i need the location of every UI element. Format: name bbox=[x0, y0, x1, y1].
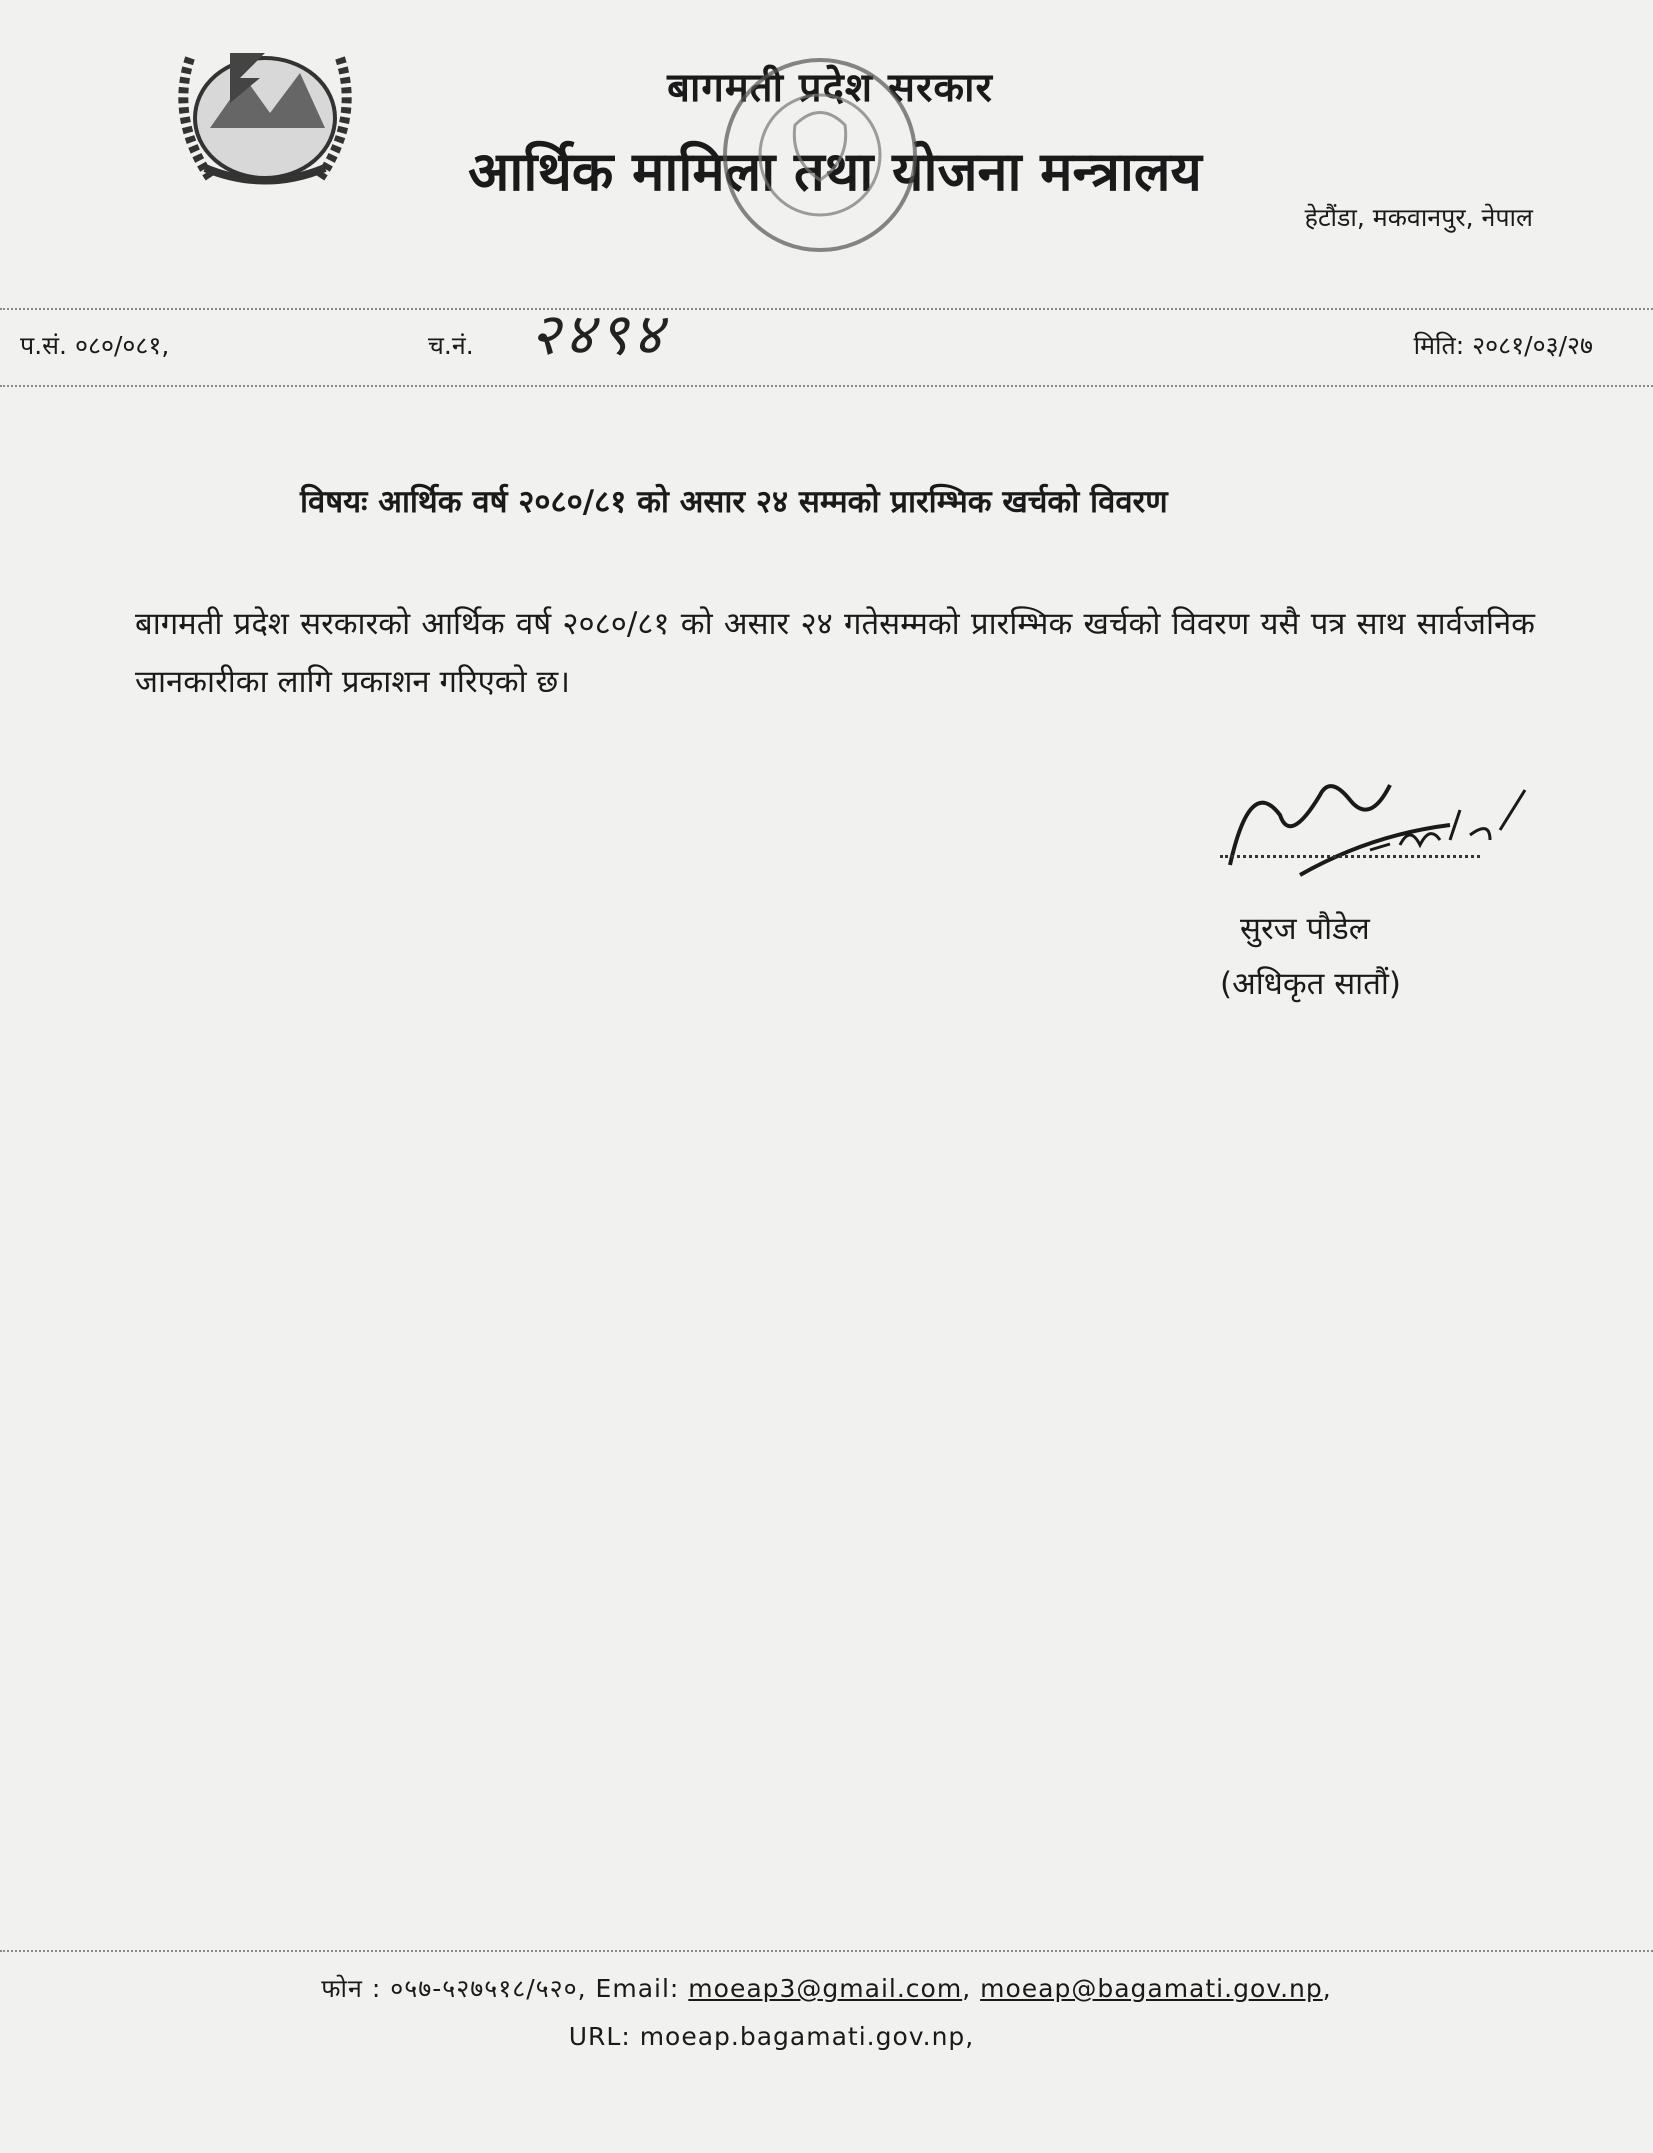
footer-contact bbox=[0, 1965, 1653, 2061]
fiscal-year-reference: प.सं. ०८०/०८१, bbox=[20, 331, 170, 360]
dispatch-number-handwritten: २४९४ bbox=[530, 300, 667, 368]
office-address: हेटौंडा, मकवानपुर, नेपाल bbox=[1304, 203, 1533, 232]
dispatch-number-label: च.नं. bbox=[428, 331, 474, 360]
letter-body: बागमती प्रदेश सरकारको आर्थिक वर्ष २०८०/८१ को असार २४ गतेसम्मको प्रारम्भिक खर्चको विवरण यसै पत्र साथ सार्वजनिक जानकारीका लागि प्रकाशन गरिएको छ। bbox=[135, 606, 1535, 700]
footer-divider bbox=[0, 1950, 1653, 1952]
letter-date: मिति: २०८१/०३/२७ bbox=[1413, 331, 1593, 360]
footer-separator: , bbox=[962, 1974, 972, 2003]
nepal-emblem-icon bbox=[150, 18, 380, 208]
footer-end: , bbox=[1322, 1974, 1332, 2003]
government-name: बागमती प्रदेश सरकार bbox=[667, 64, 993, 111]
reference-divider bbox=[0, 385, 1653, 387]
signature-line bbox=[1220, 855, 1480, 858]
footer-url[interactable]: URL: moeap.bagamati.gov.np, bbox=[568, 2022, 975, 2051]
email-link-secondary[interactable]: moeap@bagamati.gov.np bbox=[980, 1974, 1323, 2003]
signatory-designation: (अधिकृत सातौं) bbox=[1220, 966, 1401, 1002]
handwritten-signature-icon bbox=[1210, 755, 1550, 905]
footer-phone: फोन : ०५७-५२७५१८/५२०, Email: bbox=[321, 1974, 680, 2003]
header-divider bbox=[0, 308, 1653, 310]
ministry-name: आर्थिक मामिला तथा योजना मन्त्रालय bbox=[468, 139, 1202, 203]
office-stamp-icon bbox=[700, 30, 940, 280]
signatory-name: सुरज पौडेल bbox=[1240, 911, 1370, 947]
letter-subject: विषयः आर्थिक वर्ष २०८०/८१ को असार २४ सम्मको प्रारम्भिक खर्चको विवरण bbox=[300, 484, 1168, 520]
email-link-primary[interactable]: moeap3@gmail.com bbox=[688, 1974, 963, 2003]
